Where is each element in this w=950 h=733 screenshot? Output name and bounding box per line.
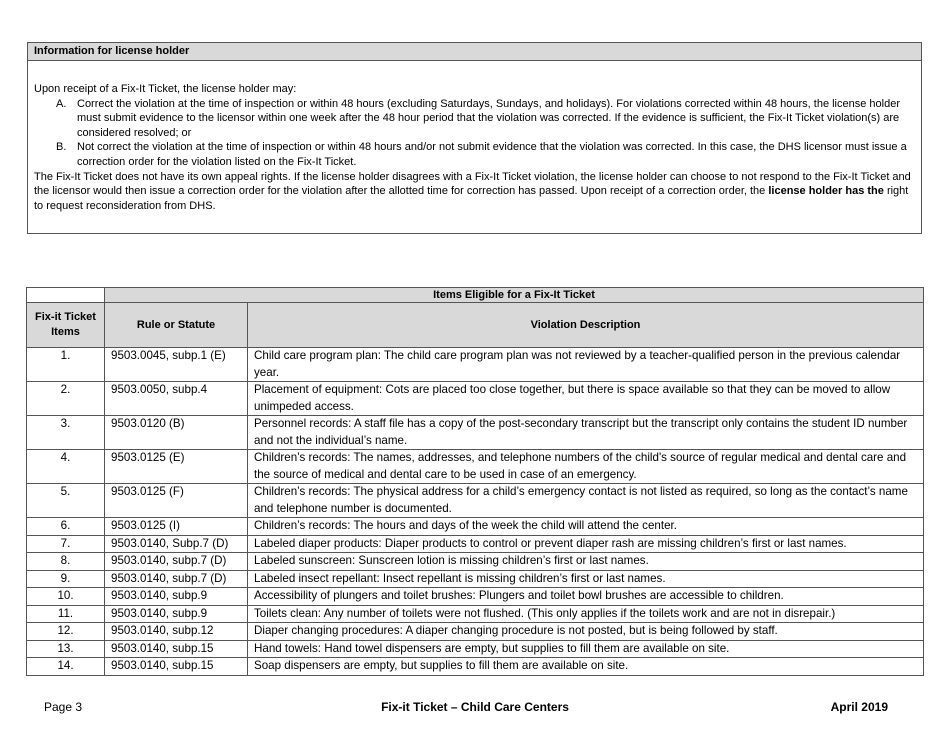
item-number: 1.: [27, 348, 105, 382]
option-marker: A.: [56, 97, 67, 110]
item-rule: 9503.0050, subp.4: [105, 382, 248, 416]
table-row: [27, 588, 924, 606]
table-row: [27, 605, 924, 623]
item-number: 5.: [27, 484, 105, 518]
col-items-header: Fix-it Ticket Items: [27, 303, 105, 348]
item-description: Accessibility of plungers and toilet brushes: Plungers and toilet bowl brushes are accessible to children.: [248, 588, 924, 606]
table-row: [27, 640, 924, 658]
item-rule: 9503.0140, subp.9: [105, 605, 248, 623]
item-rule: 9503.0140, Subp.7 (D): [105, 535, 248, 553]
table-row: [27, 553, 924, 571]
table-header-row: [27, 303, 924, 348]
closing-text: The Fix-It Ticket does not have its own appeal rights. If the license holder disagrees with a Fix-It Ticket violation, the license holder can choose to not respond to the Fix-It Ticket and the licensor would then issue a correction order for the violation after the allotted time for correction has passed. Upon receipt of a correction order, the: [34, 170, 911, 198]
item-number: 10.: [27, 588, 105, 606]
table-row: [27, 382, 924, 416]
table-row: [27, 658, 924, 676]
item-description: Diaper changing procedures: A diaper changing procedure is not posted, but is being followed by staff.: [248, 623, 924, 641]
footer-title: Fix-it Ticket – Child Care Centers: [381, 700, 569, 714]
info-option-b: [34, 140, 915, 169]
item-number: 2.: [27, 382, 105, 416]
item-number: 12.: [27, 623, 105, 641]
item-number: 13.: [27, 640, 105, 658]
item-rule: 9503.0120 (B): [105, 416, 248, 450]
item-description: Hand towels: Hand towel dispensers are empty, but supplies to fill them are available on site.: [248, 640, 924, 658]
footer-page: Page 3: [44, 700, 83, 714]
closing-bold: license holder has the: [768, 185, 884, 198]
item-rule: 9503.0125 (I): [105, 518, 248, 536]
table-row: [27, 484, 924, 518]
col-rule-header: Rule or Statute: [105, 303, 248, 348]
item-description: Personnel records: A staff file has a copy of the post-secondary transcript but the transcript only contains the student ID number and not the individual’s name.: [248, 416, 924, 450]
option-marker: B.: [56, 141, 67, 154]
info-header: Information for license holder: [28, 43, 921, 61]
table-row: [27, 416, 924, 450]
table-row: [27, 623, 924, 641]
item-rule: 9503.0140, subp.15: [105, 658, 248, 676]
item-description: Toilets clean: Any number of toilets were not flushed. (This only applies if the toilets work and are not in disrepair.): [248, 605, 924, 623]
item-rule: 9503.0125 (F): [105, 484, 248, 518]
col-desc-header: Violation Description: [248, 303, 924, 348]
item-number: 7.: [27, 535, 105, 553]
item-description: Children’s records: The names, addresses, and telephone numbers of the child's source of regular medical and dental care and the source of medical and dental care to be used in case of an emergency.: [248, 450, 924, 484]
item-description: Child care program plan: The child care program plan was not reviewed by a teacher-qualified person in the previous calendar year.: [248, 348, 924, 382]
item-rule: 9503.0140, subp.9: [105, 588, 248, 606]
table-row: [27, 570, 924, 588]
info-box: [27, 42, 922, 234]
table-band-row: [27, 288, 924, 303]
table-row: [27, 450, 924, 484]
item-description: Labeled diaper products: Diaper products to control or prevent diaper rash are missing children’s first or last names.: [248, 535, 924, 553]
item-description: Soap dispensers are empty, but supplies to fill them are available on site.: [248, 658, 924, 676]
item-rule: 9503.0140, subp.15: [105, 640, 248, 658]
band-blank-cell: [27, 288, 105, 303]
info-intro: Upon receipt of a Fix-It Ticket, the license holder may:: [34, 83, 297, 95]
items-table: [26, 287, 924, 676]
item-description: Children’s records: The hours and days of the week the child will attend the center.: [248, 518, 924, 536]
item-number: 3.: [27, 416, 105, 450]
item-rule: 9503.0140, subp.7 (D): [105, 553, 248, 571]
table-row: [27, 518, 924, 536]
item-number: 14.: [27, 658, 105, 676]
item-number: 4.: [27, 450, 105, 484]
closing-end: right to request reconsideration from DHS.: [34, 185, 909, 212]
item-number: 6.: [27, 518, 105, 536]
item-number: 8.: [27, 553, 105, 571]
item-description: Labeled sunscreen: Sunscreen lotion is missing children’s first or last names.: [248, 553, 924, 571]
item-description: Placement of equipment: Cots are placed too close together, but there is space available so that they can be moved to allow unimpeded access.: [248, 382, 924, 416]
item-number: 11.: [27, 605, 105, 623]
info-options: [34, 97, 915, 170]
item-rule: 9503.0125 (E): [105, 450, 248, 484]
item-description: Children’s records: The physical address for a child’s emergency contact is not listed as required, so long as the contact’s name and telephone number is documented.: [248, 484, 924, 518]
option-text: Correct the violation at the time of inspection or within 48 hours (excluding Saturdays, Sundays, and holidays). For violations corrected within 48 hours, the license holder must submit evidence to the licensor within one week after the 48 hour period that the violation was corrected. If the evidence is sufficient, the Fix-It Ticket violation(s) are considered resolved; or: [77, 97, 900, 139]
table-row: [27, 348, 924, 382]
info-option-a: [34, 97, 915, 141]
item-rule: 9503.0140, subp.12: [105, 623, 248, 641]
item-number: 9.: [27, 570, 105, 588]
option-text: Not correct the violation at the time of inspection or within 48 hours and/or not submit evidence that the violation was corrected. In this case, the DHS licensor must issue a correction order for the violation listed on the Fix-It Ticket.: [77, 141, 907, 168]
info-body: [28, 61, 921, 213]
item-rule: 9503.0140, subp.7 (D): [105, 570, 248, 588]
item-rule: 9503.0045, subp.1 (E): [105, 348, 248, 382]
item-description: Labeled insect repellant: Insect repellant is missing children’s first or last names.: [248, 570, 924, 588]
footer-date: April 2019: [830, 700, 888, 714]
band-title: Items Eligible for a Fix-It Ticket: [105, 288, 924, 303]
table-row: [27, 535, 924, 553]
info-closing: [34, 170, 915, 214]
